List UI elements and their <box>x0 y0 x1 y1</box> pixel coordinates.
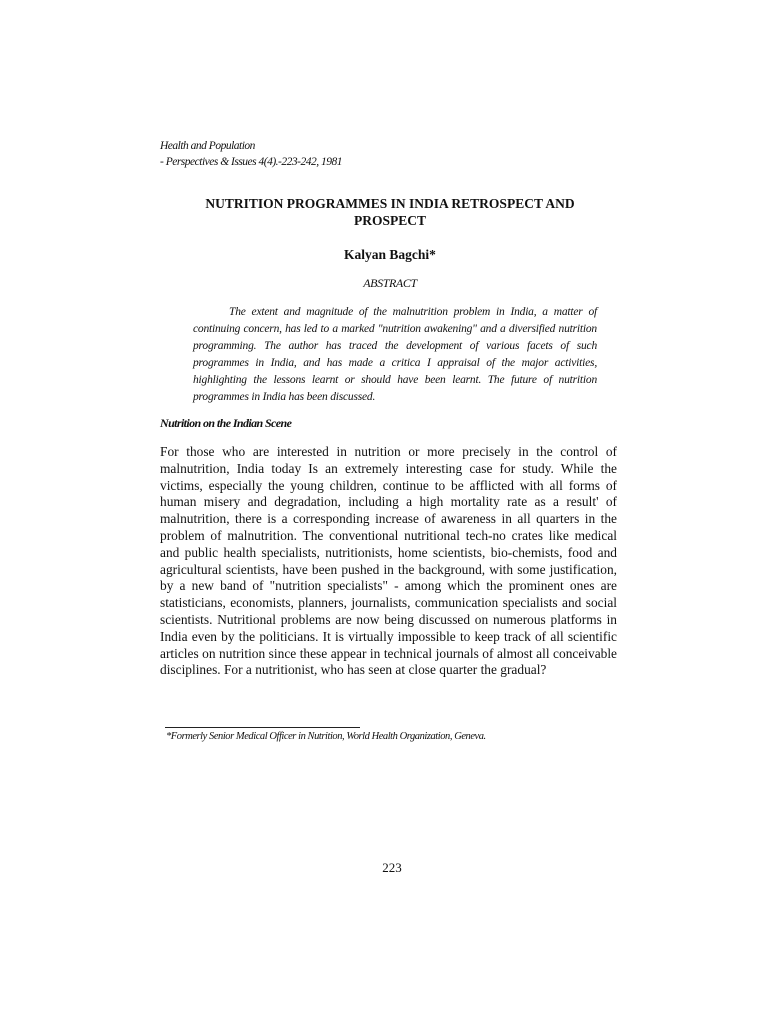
page-number: 223 <box>382 860 402 875</box>
section-heading: Nutrition on the Indian Scene <box>160 416 292 430</box>
footnote: *Formerly Senior Medical Officer in Nutrition, World Health Organization, Geneva. <box>166 731 486 742</box>
journal-issue: - Perspectives & Issues 4(4).-223-242, 1981 <box>160 156 342 168</box>
footnote-divider <box>165 727 360 728</box>
journal-name: Health and Population <box>160 140 255 152</box>
article-title: NUTRITION PROGRAMMES IN INDIA RETROSPECT AND PROSPECT <box>205 196 575 228</box>
journal-citation <box>160 138 620 170</box>
abstract-heading: ABSTRACT <box>363 276 417 290</box>
body-paragraph: For those who are interested in nutrition or more precisely in the control of malnutrition, India today Is an extremely interesting case for study. While the victims, especially the young children, continue to be afflicted with all forms of human misery and degradation, including a high mortality rate as a result' of malnutrition, there is a corresponding increase of awareness in all quarters in the problem of malnutrition. The conventional nutritional tech-no crates like medical and public health specialists, nutritionists, home scientists, bio-chemists, food and agricultural scientists, have been pushed in the background, with some justification, by a new band of "nutrition specialists" - among which the prominent ones are statisticians, economists, planners, journalists, communication specialists and social scientists. Nutritional problems are now being discussed on numerous platforms in India even by the politicians. It is virtually impossible to keep track of all scientific articles on nutrition since these appear in technical journals of almost all conceivable disciplines. For a nutritionist, who has seen at close quarter the gradual? <box>160 444 617 678</box>
abstract-text: The extent and magnitude of the malnutrition problem in India, a matter of continuing concern, has led to a marked "nutrition awakening" and a diversified nutrition programming. The author has traced the development of various facets of such programmes in India, and has made a critica I appraisal of the major activities, highlighting the lessons learnt or should have been learnt. The future of nutrition programmes in India has been discussed. <box>193 306 597 403</box>
article-author: Kalyan Bagchi* <box>344 247 436 262</box>
